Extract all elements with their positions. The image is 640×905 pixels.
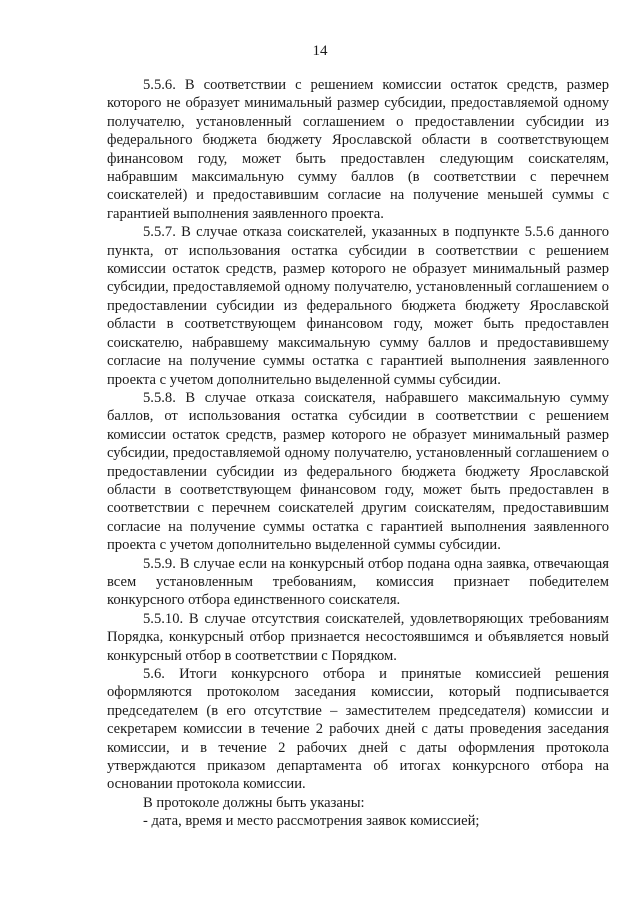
paragraph-5-6: 5.6. Итоги конкурсного отбора и принятые комиссией решения оформляются протоколом заседания комиссии, который подписывается председателем (в его отсутствие – заместителем председателя) комиссии и секретарем комиссии в течение 2 рабочих дней с даты проведения заседания комиссии, и в течение 2 рабочих дней с даты оформления протокола утверждаются приказом департамента об итогах конкурсного отбора на основании протокола комиссии. [107, 666, 609, 793]
paragraph-5-5-6: 5.5.6. В соответствии с решением комиссии остаток средств, размер которого не образует минимальный размер субсидии, предоставляемой одному получателю, установленный соглашением о предоставлении субсидии из федерального бюджета бюджету Ярославской области в соответствующем финансовом году, может быть предоставлен следующим соискателям, набравшим максимальную сумму баллов (в соответствии с перечнем соискателей) и предоставившим согласие на получение меньшей суммы с гарантией выполнения заявленного проекта. [107, 77, 609, 222]
page-number: 14 [312, 43, 328, 59]
list-item: - дата, время и место рассмотрения заявок комиссией; [143, 813, 480, 830]
paragraph-5-5-7: 5.5.7. В случае отказа соискателей, указанных в подпункте 5.5.6 данного пункта, от использования остатка субсидии в соответствии с решением комиссии остаток средств, размер которого не образует минимальный размер субсидии, предоставляемой одному получателю, установленный соглашением о предоставлении субсидии из федерального бюджета бюджету Ярославской области в соответствующем финансовом году, может быть предоставлен соискателю, набравшему максимальную сумму баллов и предоставившему согласие на получение суммы остатка с гарантией выполнения заявленного проекта с учетом дополнительно выделенной суммы субсидии. [107, 224, 609, 388]
paragraph-5-5-8: 5.5.8. В случае отказа соискателя, набравшего максимальную сумму баллов, от использования остатка субсидии в соответствии с решением комиссии остаток средств, размер которого не образует минимальный размер субсидии, предоставляемой одному получателю, установленный соглашением о предоставлении субсидии из федерального бюджета бюджету Ярославской области в соответствующем финансовом году, может быть предоставлен в соответствии с перечнем соискателей другим соискателям, предоставившим согласие на получение суммы остатка с гарантией выполнения заявленного проекта с учетом дополнительно выделенной суммы субсидии. [107, 389, 609, 554]
paragraph-5-5-9: 5.5.9. В случае если на конкурсный отбор подана одна заявка, отвечающая всем установленным требованиям, комиссия признает победителем конкурсного отбора единственного соискателя. [107, 555, 609, 609]
document-body [107, 76, 609, 831]
protocol-intro: В протоколе должны быть указаны: [143, 794, 365, 811]
paragraph-5-5-10: 5.5.10. В случае отсутствия соискателей, удовлетворяющих требованиям Порядка, конкурсный отбор признается несостоявшимся и объявляется новый конкурсный отбор в соответствии с Порядком. [107, 610, 609, 664]
